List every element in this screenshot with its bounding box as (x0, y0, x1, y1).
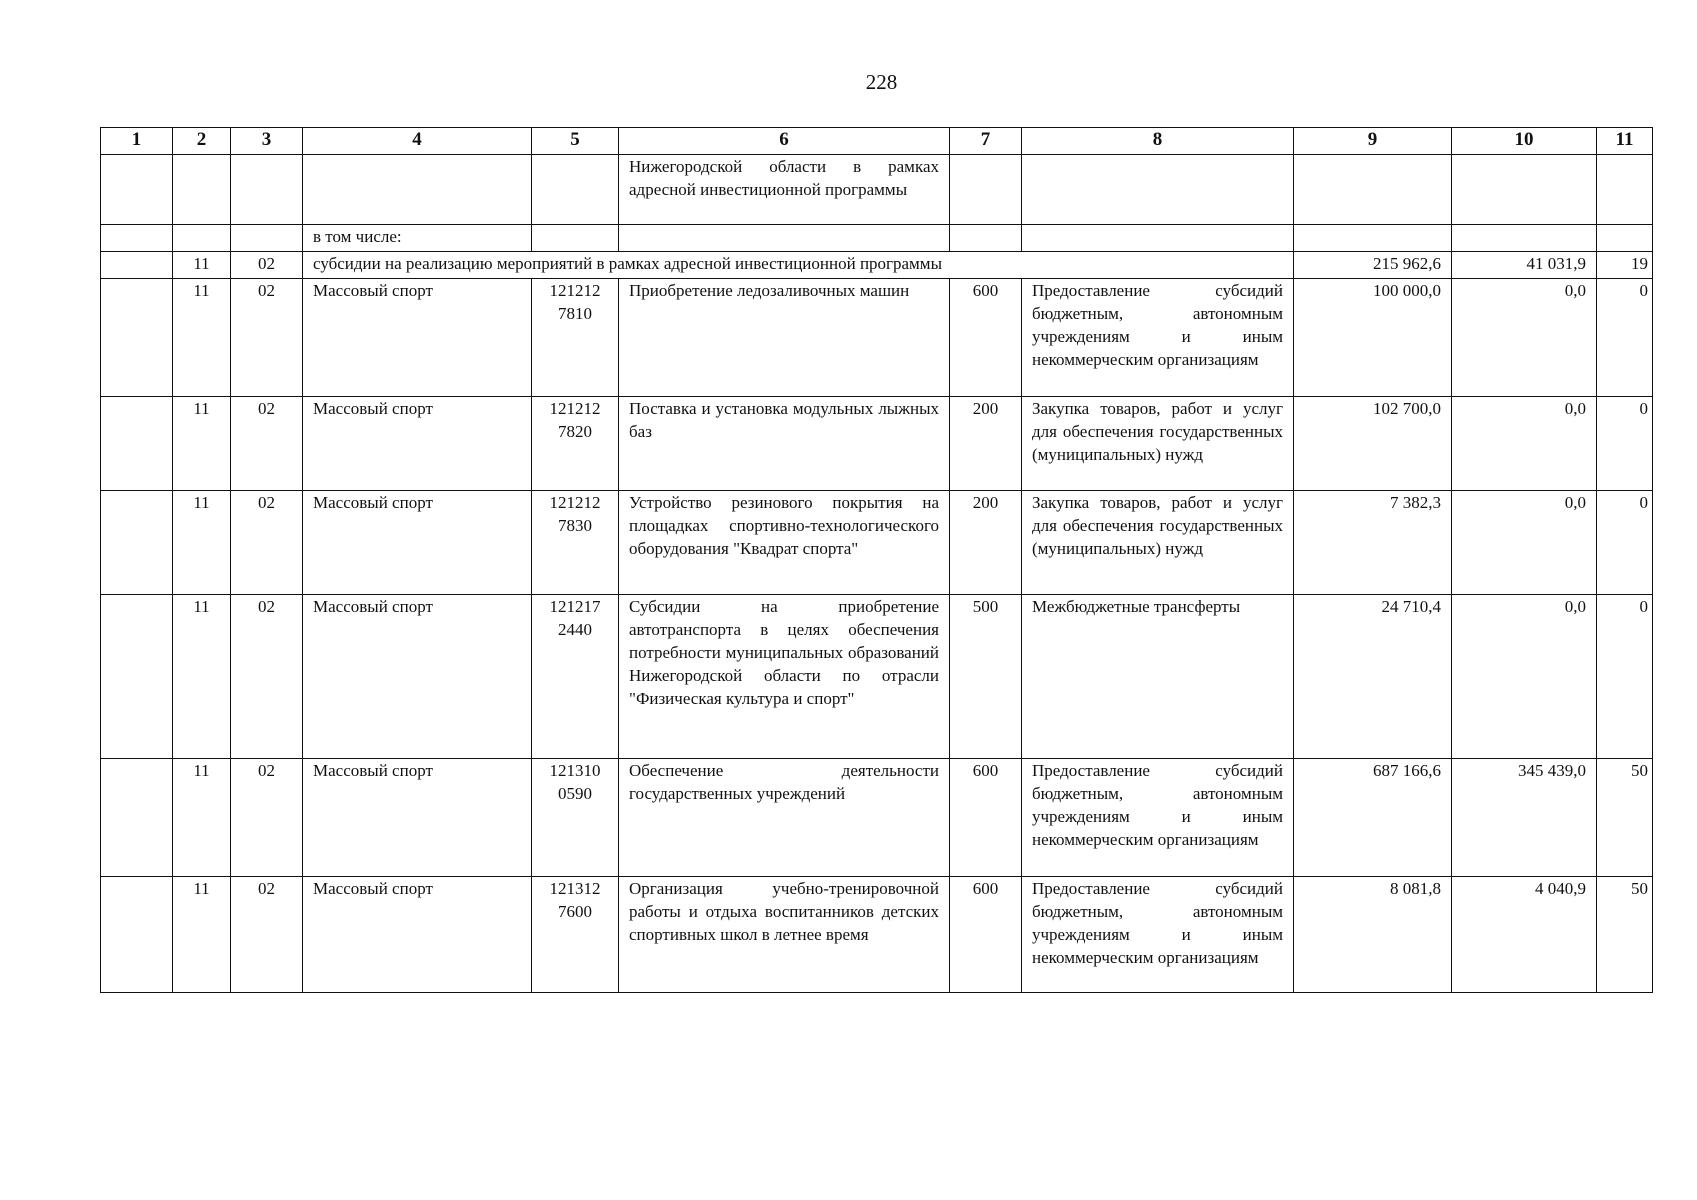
expense-type-code: 200 (950, 491, 1022, 595)
measure-description: Обеспечение деятельности государственных учреждений (619, 759, 950, 877)
amount-total: 687 166,6 (1294, 759, 1452, 877)
column-header: 6 (619, 128, 950, 155)
target-code (532, 595, 619, 759)
amount-federal: 4 040,9 (1452, 877, 1597, 993)
expense-type-name: Предоставление субсидий бюджетным, автономным учреждениям и иным некоммерческим организациям (1022, 279, 1294, 397)
page-number: 228 (865, 70, 898, 94)
section-code: 11 (173, 397, 231, 491)
budget-table (100, 127, 1653, 993)
target-code-part2: 2440 (558, 620, 592, 639)
amount-federal: 0,0 (1452, 397, 1597, 491)
table-row (101, 491, 1653, 595)
expense-type-name: Межбюджетные трансферты (1022, 595, 1294, 759)
subsection-code: 02 (231, 595, 303, 759)
target-code-part1: 121212 (549, 281, 601, 300)
amount-total: 8 081,8 (1294, 877, 1452, 993)
target-code-part1: 121217 (549, 597, 601, 616)
activity-name: Массовый спорт (303, 877, 532, 993)
table-row (101, 759, 1653, 877)
activity-name: Массовый спорт (303, 279, 532, 397)
amount-federal: 0,0 (1452, 595, 1597, 759)
summary-text: субсидии на реализацию мероприятий в рамках адресной инвестиционной программы (303, 252, 1294, 279)
subsection-code: 02 (231, 252, 303, 279)
percent: 50 (1597, 877, 1653, 993)
column-header: 10 (1452, 128, 1597, 155)
target-code-part1: 121312 (549, 879, 601, 898)
measure-description: Поставка и установка модульных лыжных баз (619, 397, 950, 491)
amount-total: 7 382,3 (1294, 491, 1452, 595)
percent: 0 (1597, 397, 1653, 491)
activity-name: Массовый спорт (303, 491, 532, 595)
target-code (532, 877, 619, 993)
amount-federal: 0,0 (1452, 279, 1597, 397)
table-row (101, 877, 1653, 993)
row-blank-cell (101, 877, 173, 993)
measure-description: Организация учебно-тренировочной работы и отдыха воспитанников детских спортивных школ в летнее время (619, 877, 950, 993)
target-code (532, 279, 619, 397)
header-row (101, 128, 1653, 155)
subsection-code: 02 (231, 491, 303, 595)
including-row (101, 225, 1653, 252)
target-code-part2: 0590 (558, 784, 592, 803)
expense-type-name: Закупка товаров, работ и услуг для обеспечения государственных (муниципальных) нужд (1022, 397, 1294, 491)
subsection-code: 02 (231, 397, 303, 491)
column-header: 4 (303, 128, 532, 155)
target-code (532, 491, 619, 595)
section-code: 11 (173, 491, 231, 595)
column-header: 5 (532, 128, 619, 155)
percent: 0 (1597, 595, 1653, 759)
target-code-part2: 7810 (558, 304, 592, 323)
amount-total: 24 710,4 (1294, 595, 1452, 759)
percent: 50 (1597, 759, 1653, 877)
section-code: 11 (173, 877, 231, 993)
activity-name: Массовый спорт (303, 397, 532, 491)
column-header: 7 (950, 128, 1022, 155)
summary-row (101, 252, 1653, 279)
target-code-part1: 121212 (549, 399, 601, 418)
section-code: 11 (173, 279, 231, 397)
column-header: 3 (231, 128, 303, 155)
target-code (532, 397, 619, 491)
amount-total: 100 000,0 (1294, 279, 1452, 397)
row-blank-cell (101, 491, 173, 595)
measure-description: Приобретение ледозаливочных машин (619, 279, 950, 397)
row-blank-cell (101, 279, 173, 397)
row-blank-cell (101, 595, 173, 759)
amount-federal: 41 031,9 (1452, 252, 1597, 279)
percent: 0 (1597, 279, 1653, 397)
expense-type-name: Предоставление субсидий бюджетным, автономным учреждениям и иным некоммерческим организациям (1022, 877, 1294, 993)
measure-description: Субсидии на приобретение автотранспорта в целях обеспечения потребности муниципальных образований Нижегородской области по отрасли "Физическая культура и спорт" (619, 595, 950, 759)
amount-total: 102 700,0 (1294, 397, 1452, 491)
row-blank-cell (101, 759, 173, 877)
expense-type-code: 600 (950, 877, 1022, 993)
amount-federal: 0,0 (1452, 491, 1597, 595)
expense-type-code: 600 (950, 759, 1022, 877)
target-code-part2: 7600 (558, 902, 592, 921)
target-code-part2: 7820 (558, 422, 592, 441)
expense-type-code: 200 (950, 397, 1022, 491)
expense-type-name: Закупка товаров, работ и услуг для обеспечения государственных (муниципальных) нужд (1022, 491, 1294, 595)
expense-type-code: 500 (950, 595, 1022, 759)
percent: 0 (1597, 491, 1653, 595)
including-label: в том числе: (303, 225, 532, 252)
activity-name: Массовый спорт (303, 595, 532, 759)
section-code: 11 (173, 595, 231, 759)
subsection-code: 02 (231, 877, 303, 993)
column-header: 2 (173, 128, 231, 155)
expense-type-name: Предоставление субсидий бюджетным, автономным учреждениям и иным некоммерческим организациям (1022, 759, 1294, 877)
amount-federal: 345 439,0 (1452, 759, 1597, 877)
percent: 19 (1597, 252, 1653, 279)
activity-name: Массовый спорт (303, 759, 532, 877)
column-header: 1 (101, 128, 173, 155)
subsection-code: 02 (231, 759, 303, 877)
target-code-part2: 7830 (558, 516, 592, 535)
expense-type-code: 600 (950, 279, 1022, 397)
target-code (532, 759, 619, 877)
continuation-text: Нижегородской области в рамках адресной инвестиционной программы (619, 155, 950, 225)
target-code-part1: 121310 (549, 761, 601, 780)
column-header: 11 (1597, 128, 1653, 155)
target-code-part1: 121212 (549, 493, 601, 512)
row-blank-cell (101, 397, 173, 491)
continuation-row (101, 155, 1653, 225)
measure-description: Устройство резинового покрытия на площадках спортивно-технологического оборудования "Квадрат спорта" (619, 491, 950, 595)
column-header: 8 (1022, 128, 1294, 155)
table-row (101, 595, 1653, 759)
section-code: 11 (173, 252, 231, 279)
table-row (101, 397, 1653, 491)
section-code: 11 (173, 759, 231, 877)
subsection-code: 02 (231, 279, 303, 397)
column-header: 9 (1294, 128, 1452, 155)
amount-total: 215 962,6 (1294, 252, 1452, 279)
table-row (101, 279, 1653, 397)
